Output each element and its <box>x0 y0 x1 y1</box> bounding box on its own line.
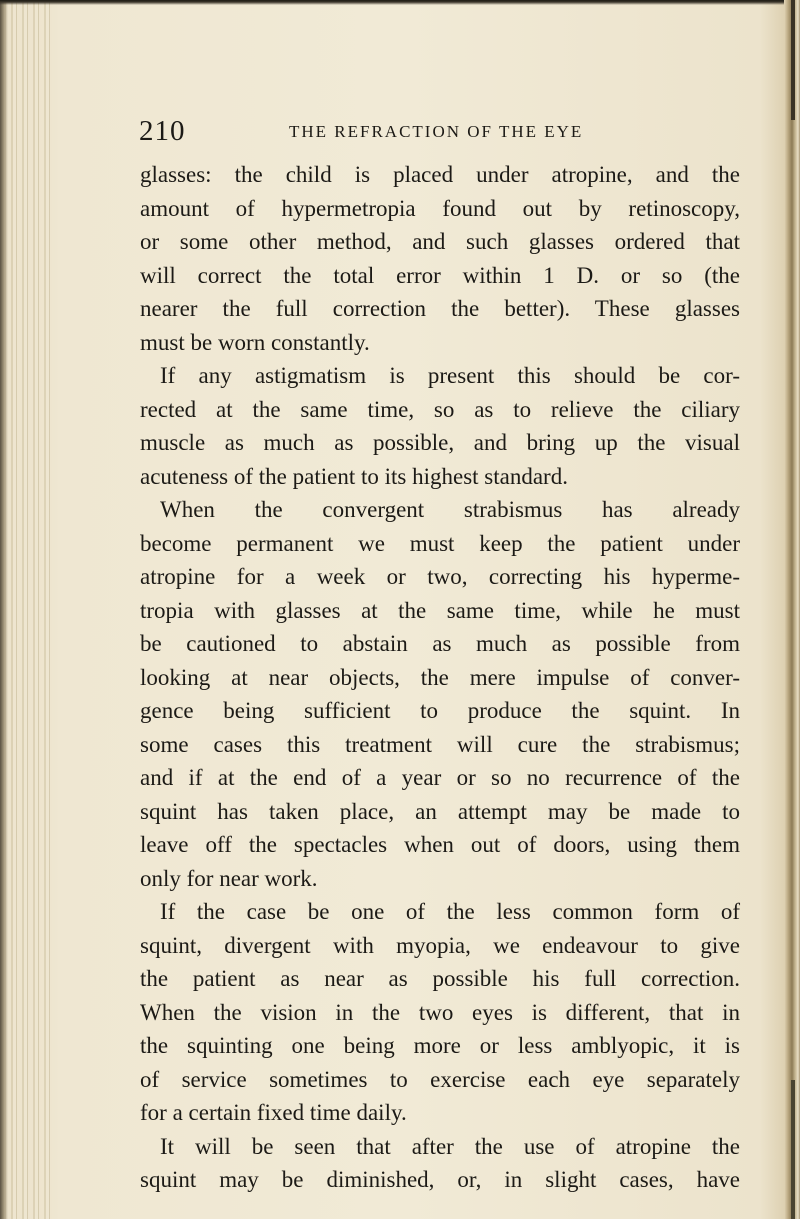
text-line: When the convergent strabismus has already <box>160 497 740 522</box>
text-line: rected at the same time, so as to relieve the ciliary <box>140 396 740 422</box>
text-line: squint may be diminished, or, in slight cases, have <box>140 1167 740 1192</box>
text-line: When the vision in the two eyes is different, that in <box>140 999 740 1025</box>
text-line: muscle as much as possible, and bring up the visual <box>140 430 740 455</box>
text-line: tropia with glasses at the same time, while he must <box>140 597 740 623</box>
text-line: or some other method, and such glasses ordered that <box>140 229 740 254</box>
text-line: amount of hypermetropia found out by retinoscopy, <box>140 195 740 221</box>
text-line: of service sometimes to exercise each eye separately <box>140 1066 740 1092</box>
text-line: If the case be one of the less common form of <box>160 899 740 924</box>
spine-shadow-bottom <box>791 1080 795 1219</box>
text-line: the patient as near as possible his full correction. <box>140 966 740 991</box>
text-line: glasses: the child is placed under atropine, and the <box>140 162 740 187</box>
body-text <box>140 158 740 1197</box>
text-line: squint has taken place, an attempt may be made to <box>140 798 740 824</box>
top-edge <box>0 0 790 5</box>
text-line: acuteness of the patient to its highest standard. <box>140 463 568 489</box>
text-line: It will be seen that after the use of atropine the <box>160 1133 740 1159</box>
running-head: THE REFRACTION OF THE EYE <box>289 122 584 141</box>
book-spine <box>784 0 800 1219</box>
text-line: and if at the end of a year or so no recurrence of the <box>140 765 740 790</box>
left-edge-shadow <box>0 0 8 1219</box>
page-header <box>139 113 739 153</box>
text-line: gence being sufficient to produce the squint. In <box>140 698 740 723</box>
text-line: If any astigmatism is present this should be cor- <box>160 363 740 388</box>
text-line: looking at near objects, the mere impulse of conver- <box>140 664 740 690</box>
text-line: will correct the total error within 1 D. or so (the <box>140 262 740 288</box>
text-line: for a certain fixed time daily. <box>140 1100 407 1125</box>
text-line: nearer the full correction the better). These glasses <box>140 296 740 321</box>
text-line: some cases this treatment will cure the strabismus; <box>140 731 740 757</box>
text-line: the squinting one being more or less amblyopic, it is <box>140 1033 740 1058</box>
text-line: squint, divergent with myopia, we endeavour to give <box>140 932 740 958</box>
text-line: atropine for a week or two, correcting his hyperme- <box>140 564 740 589</box>
text-line: only for near work. <box>140 865 318 891</box>
text-line: become permanent we must keep the patient under <box>140 530 740 556</box>
text-line: leave off the spectacles when out of doors, using them <box>140 832 740 857</box>
text-line: be cautioned to abstain as much as possible from <box>140 631 740 656</box>
spine-shadow-top <box>791 0 795 120</box>
page-number: 210 <box>139 115 186 147</box>
text-line: must be worn constantly. <box>140 329 370 355</box>
